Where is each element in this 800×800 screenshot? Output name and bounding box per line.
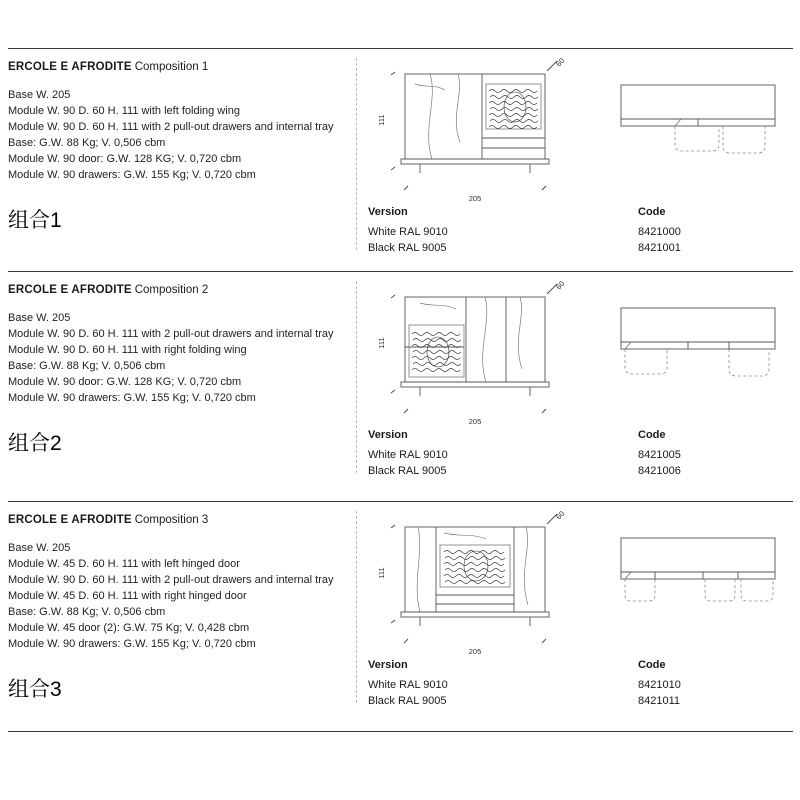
depth-dim-label: 60	[554, 279, 567, 292]
version-value: White RAL 9010	[368, 449, 448, 461]
chinese-label: 组合3	[8, 678, 62, 701]
code-header: Code	[638, 429, 666, 441]
door-swing	[741, 579, 773, 601]
spec-line: Module W. 90 drawers: G.W. 155 Kg; V. 0,720 cbm	[8, 392, 256, 404]
section-divider	[8, 731, 793, 732]
spec-line: Module W. 90 D. 60 H. 111 with 2 pull-out drawers and internal tray	[8, 574, 334, 586]
front-view-svg	[360, 277, 575, 435]
version-header: Version	[368, 659, 408, 671]
section-title	[8, 284, 353, 296]
plan-view-drawing	[613, 78, 788, 213]
plan-view-svg	[613, 301, 788, 436]
version-value: White RAL 9010	[368, 226, 448, 238]
figure-sketch	[417, 527, 528, 612]
plan-view-drawing	[613, 301, 788, 436]
door-swing	[705, 579, 735, 601]
depth-dim-label: 60	[554, 56, 567, 69]
front-view-drawing	[360, 54, 575, 212]
version-header: Version	[368, 206, 408, 218]
version-column	[368, 204, 448, 256]
version-column	[368, 427, 448, 479]
spec-column	[8, 271, 353, 457]
composition-section-3	[8, 501, 794, 731]
product-name: ERCOLE E AFRODITE	[8, 284, 132, 296]
face-artwork	[489, 90, 538, 129]
product-name: ERCOLE E AFRODITE	[8, 61, 132, 73]
height-dim-label: 111	[377, 114, 386, 126]
code-column	[638, 204, 681, 256]
version-value: Black RAL 9005	[368, 242, 447, 254]
composition-section-1	[8, 48, 794, 271]
face-artwork	[412, 333, 461, 372]
width-dim-label: 205	[468, 647, 482, 656]
spec-column	[8, 48, 353, 234]
door-swing	[729, 349, 769, 376]
front-view-svg	[360, 54, 575, 212]
spec-line: Module W. 90 D. 60 H. 111 with 2 pull-out drawers and internal tray	[8, 121, 334, 133]
spec-line: Module W. 90 D. 60 H. 111 with left folding wing	[8, 105, 240, 117]
spec-line: Module W. 90 D. 60 H. 111 with right folding wing	[8, 344, 247, 356]
front-view-drawing	[360, 507, 575, 665]
version-header: Version	[368, 429, 408, 441]
spec-line: Module W. 45 D. 60 H. 111 with right hinged door	[8, 590, 247, 602]
spec-list	[8, 87, 353, 183]
door-swing	[675, 126, 719, 151]
depth-dim-label: 60	[554, 509, 567, 522]
dashed-divider	[356, 511, 357, 703]
height-dim-label: 111	[377, 337, 386, 349]
spec-line: Base: G.W. 88 Kg; V. 0,506 cbm	[8, 137, 166, 149]
code-header: Code	[638, 659, 666, 671]
front-view-svg	[360, 507, 575, 665]
code-column	[638, 427, 681, 479]
spec-line: Module W. 90 drawers: G.W. 155 Kg; V. 0,720 cbm	[8, 638, 256, 650]
code-value: 8421011	[638, 695, 681, 707]
spec-line: Module W. 45 D. 60 H. 111 with left hinged door	[8, 558, 240, 570]
dashed-divider	[356, 281, 357, 473]
spec-list	[8, 310, 353, 406]
code-header: Code	[638, 206, 666, 218]
height-dim-label: 111	[377, 567, 386, 579]
width-dim-label: 205	[468, 417, 482, 426]
chinese-label: 组合2	[8, 432, 62, 455]
door-swing	[723, 126, 765, 153]
composition-label: Composition 3	[134, 514, 209, 526]
plan-view-svg	[613, 531, 788, 666]
door-swing	[625, 579, 655, 601]
product-name: ERCOLE E AFRODITE	[8, 514, 132, 526]
code-column	[638, 657, 681, 709]
cabinet-outline	[401, 74, 549, 173]
dashed-divider	[356, 58, 357, 250]
section-title	[8, 514, 353, 526]
spec-list	[8, 540, 353, 652]
width-dim-label: 205	[468, 194, 482, 203]
spec-line: Base W. 205	[8, 312, 71, 324]
spec-line: Base: G.W. 88 Kg; V. 0,506 cbm	[8, 360, 166, 372]
chinese-label: 组合1	[8, 209, 62, 232]
door-swing	[625, 349, 667, 374]
version-column	[368, 657, 448, 709]
spec-line: Module W. 90 door: G.W. 128 KG; V. 0,720 cbm	[8, 153, 242, 165]
code-value: 8421010	[638, 679, 681, 691]
plan-view-drawing	[613, 531, 788, 666]
code-value: 8421005	[638, 449, 681, 461]
version-value: Black RAL 9005	[368, 465, 447, 477]
figure-sketch	[420, 297, 522, 382]
code-value: 8421000	[638, 226, 681, 238]
spec-line: Module W. 45 door (2): G.W. 75 Kg; V. 0,428 cbm	[8, 622, 250, 634]
composition-section-2	[8, 271, 794, 501]
section-title	[8, 61, 353, 73]
spec-line: Base W. 205	[8, 542, 71, 554]
spec-line: Base: G.W. 88 Kg; V. 0,506 cbm	[8, 606, 166, 618]
front-view-drawing	[360, 277, 575, 435]
composition-label: Composition 2	[134, 284, 209, 296]
spec-line: Module W. 90 drawers: G.W. 155 Kg; V. 0,720 cbm	[8, 169, 256, 181]
plan-view-svg	[613, 78, 788, 213]
composition-label: Composition 1	[134, 61, 209, 73]
figure-sketch	[415, 74, 460, 159]
spec-line: Module W. 90 D. 60 H. 111 with 2 pull-out drawers and internal tray	[8, 328, 334, 340]
code-value: 8421001	[638, 242, 681, 254]
face-artwork	[444, 551, 505, 584]
spec-line: Base W. 205	[8, 89, 71, 101]
spec-column	[8, 501, 353, 703]
spec-line: Module W. 90 door: G.W. 128 KG; V. 0,720 cbm	[8, 376, 242, 388]
code-value: 8421006	[638, 465, 681, 477]
version-value: Black RAL 9005	[368, 695, 447, 707]
version-value: White RAL 9010	[368, 679, 448, 691]
